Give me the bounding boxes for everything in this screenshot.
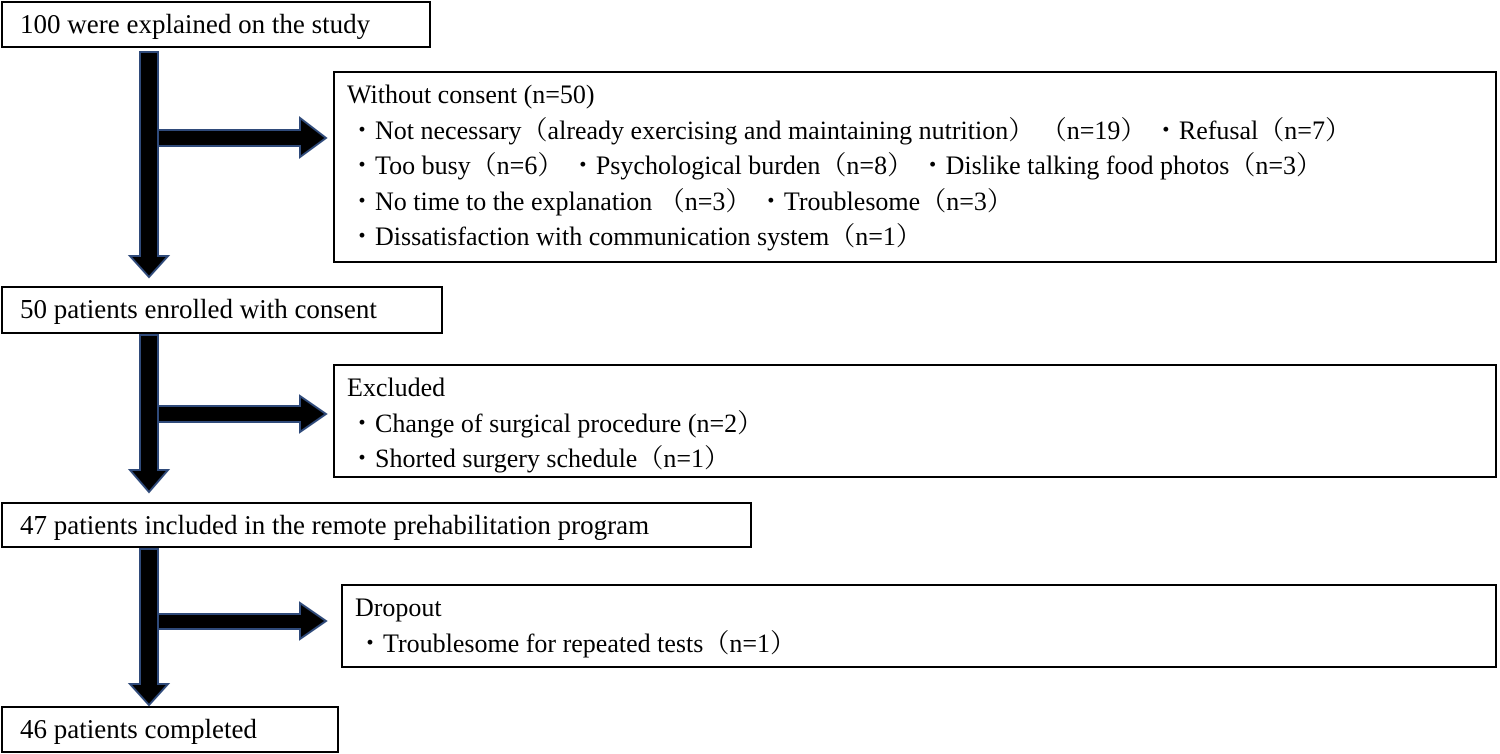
excluded-reason: ・Shorted surgery schedule（n=1） [349, 444, 731, 473]
dropout-title: Dropout [355, 593, 442, 622]
excluded-box [333, 364, 1497, 478]
step-included-box [1, 502, 752, 548]
step-included-text: 47 patients included in the remote prehabilitation program [20, 510, 650, 540]
without-consent-title: Without consent (n=50) [347, 80, 595, 109]
without-consent-reason: ・Dissatisfaction with communication system（n=1） [349, 222, 922, 251]
dropout-reason: ・Troublesome for repeated tests（n=1） [357, 628, 797, 658]
step-explained-box [1, 1, 431, 48]
down-arrow-1 [130, 52, 168, 277]
without-consent-reason: ・Not necessary（already exercising and maintaining nutrition） （n=19） ・Refusal（n=7） [349, 115, 1351, 145]
step-completed-text: 46 patients completed [20, 714, 257, 744]
excluded-reason: ・Change of surgical procedure (n=2） [349, 408, 764, 438]
step-enrolled-box [1, 286, 443, 334]
right-arrow-2 [158, 396, 326, 432]
step-explained-text: 100 were explained on the study [20, 9, 371, 39]
without-consent-reason: ・Too busy（n=6） ・Psychological burden（n=8） ・Dislike talking food photos（n=3） [349, 151, 1323, 180]
without-consent-box [333, 71, 1497, 263]
step-completed-box [1, 706, 339, 753]
dropout-box [341, 584, 1497, 668]
right-arrow-3 [158, 603, 326, 639]
step-enrolled-text: 50 patients enrolled with consent [20, 294, 377, 324]
right-arrow-1 [158, 118, 326, 157]
excluded-title: Excluded [347, 373, 446, 402]
without-consent-reason: ・No time to the explanation （n=3） ・Troublesome（n=3） [349, 186, 1013, 216]
